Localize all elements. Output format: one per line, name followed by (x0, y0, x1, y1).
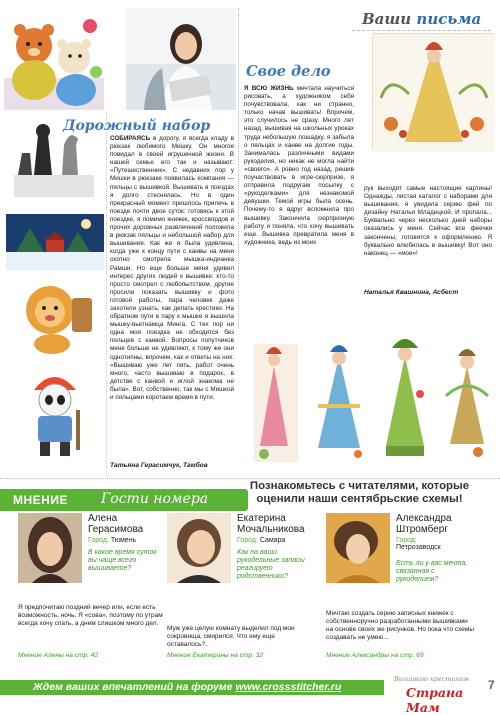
fairy-embroidery-3 (374, 334, 436, 468)
article1-lead: СОБИРАЯСЬ (110, 135, 151, 142)
guest-2-answer: Муж уже целую комнату выделил под мои сокровища, смирился. Что ему еще оставалось?.. (167, 625, 295, 648)
winter-night-image (6, 214, 104, 270)
opinion-intro: Познакомьтесь с читателями, которые оценили наши сентябрьские схемы! (249, 480, 470, 505)
teddy-bears-image (4, 8, 104, 110)
guest-2-page-ref: Мнение Екатерины на стр. 32 (167, 652, 264, 659)
opinion-section (0, 476, 500, 715)
fairy-embroidery-image (372, 33, 494, 151)
article2-lead: Я ВСЮ ЖИЗНЬ (244, 85, 294, 92)
guest-2-city: Город: Самара (237, 537, 286, 544)
guest-1-answer: Я предпочитаю поздний вечер или, если есть возможность, ночь. Я «сова», поэтому по утрам всегда хочу спать, а днем слишком много дел. (18, 604, 163, 627)
column-divider (238, 8, 239, 328)
guest-3-page-ref: Мнение Александры на стр. 69 (326, 652, 424, 659)
author-portrait (126, 8, 236, 110)
guest-1-photo (18, 513, 82, 583)
magazine-logo (392, 674, 500, 715)
guest-card-3 (326, 513, 476, 663)
fairy-embroidery-2 (306, 336, 372, 468)
guest-2-question: Как на ваши рукодельные запасы реагирует родственники? (237, 549, 305, 580)
forum-link[interactable]: www.crossstitcher.ru (235, 681, 342, 693)
fairy-embroidery-4 (438, 336, 496, 468)
guest-2-photo (167, 513, 231, 583)
guest-3-name: Александра Штромберг (396, 513, 452, 535)
opinion-subtitle: Гости номера (101, 491, 209, 507)
guest-card-1 (18, 513, 168, 663)
guest-3-city: Город: Петрозаводск (396, 537, 441, 551)
article1-body (110, 135, 234, 461)
column-border (106, 112, 107, 478)
guest-1-city: Город: Тюмень (88, 537, 137, 544)
guest-2-name: Екатерина Мочальникова (237, 513, 305, 535)
forum-banner (0, 680, 384, 695)
guest-1-name: Алена Герасимова (88, 513, 144, 535)
watermark-text: Страна Мам (406, 685, 464, 715)
article2-body-continued: рук выходят самые настоящие картины! Однажды, листая каталог с наборами для вышивания, я увидела серию фей по дизайну Натальи Младецкой. И пропала... Буквально через несколько дней наборы оказались у меня. Сейчас все феечки закончены, готовятся к оформлению. Я буквально влюбилась в вышивку! Вот оно наконец — «мое»! (364, 185, 492, 257)
guest-1-page-ref: Мнение Алены на стр. 42 (18, 652, 99, 659)
guest-3-answer: Мечтаю создать серию записных книжек с собственноручно разработанными вышивками на основе своих же рисунков. Но пока что схемы создавать не умею... (326, 610, 475, 641)
article2-title: Свое дело (246, 63, 331, 80)
guest-3-photo (326, 513, 390, 583)
article2-text: мечтала научиться рисовать, а художником себя почувствовала, как ни странно, только начав вышивать! Впрочем, это случилось не сразу. Много лет назад, вышивая на школьных уроках труда небольшую лошадку, я забыла о пяльцах и канве на долгие годы. Занималась различными видами рукоделия, но никак не могла найти «своего». А ровно год назад, решив поучаствовать в игре-сюрпризе, я отправила подругам посылку с «рукоделками» для незнакомой девушки. Темой игры была осень. Почему-то я вдруг вспомнила про вышивку. Закончила сюрпризную работу и поняла, что хочу вышивать еще. Вышивка превратила меня в художника, ведь из моих (244, 85, 354, 246)
article2-body (244, 85, 354, 329)
letters-header-word2: письма (416, 10, 482, 28)
article1-title: Дорожный набор (63, 118, 211, 134)
section-rule (0, 478, 500, 479)
guest-1-question: В какое время суток вы чаще всего вышиваете? (88, 549, 157, 572)
lion-image (2, 278, 106, 354)
forum-text: Ждем ваших впечатлений на форуме www.crossstitcher.ru (33, 681, 342, 693)
article1-signature: Татьяна Герасимчук, Тамбов (110, 462, 208, 469)
guest-3-question: Есть ли у вас мечта, связанная с рукоделием? (396, 560, 468, 583)
letters-header-word1: Ваши (362, 10, 412, 28)
opinion-label: МНЕНИЕ (13, 493, 68, 507)
page-number: 7 (488, 678, 495, 692)
opinion-banner (0, 489, 248, 511)
magazine-name: Вышиваю крестиком (394, 675, 469, 683)
letters-header (362, 10, 481, 28)
article2-signature: Наталья Квашнина, Асбест (364, 289, 459, 296)
panda-image (4, 360, 104, 466)
guest-card-2 (167, 513, 317, 663)
fairy-embroidery-1 (244, 336, 304, 468)
article1-text: в дорогу, я всегда кладу в рюкзак любимого Мишку. Он многое повидал в своей игрушечной жизни. В нашей семье его так и называют: «Путешественник». С недавних пор у Мишки в рюкзаке появилась компания — пяльцы с вышивкой. Вышивать в поездах я долго стеснялась. Но в один прекрасный момент пришлось прилечь в поезде почти двое суток: готовясь к этой поездке, я помимо книжек, кроссвордов и прочих дорожных развлечений положила в рюкзак пяльцы и небольшой набор для вышивания. Как же я была удивлена, когда уже к концу пути с канвы на меня охотно смотрела мышка-индианка Рамши. Но еще больше меня удивил интерес других людей к вышивке: кто-то просто смотрел с любопытством, другие просили показать вышивку и фото готовой работы, пара человек даже захотели узнать, как делать крестики. На обратном пути в пару к мышке я вышила мышку-вьетнамца Минга. С тех пор ни одна моя поездка не обходится без пяльцев с канвой. Вопросы попутчиков меня больше не удивляют, к тому же они однотипны, впрочем, как и ответы на них: «Вышиваю уже лет пять, работ очень много, часто вышиваю в подарок, в детстве с канвой и иглой знакома не была». Вот, собственно, так мы с Мишкой и пяльцами коротаем время в пути. (110, 135, 234, 401)
